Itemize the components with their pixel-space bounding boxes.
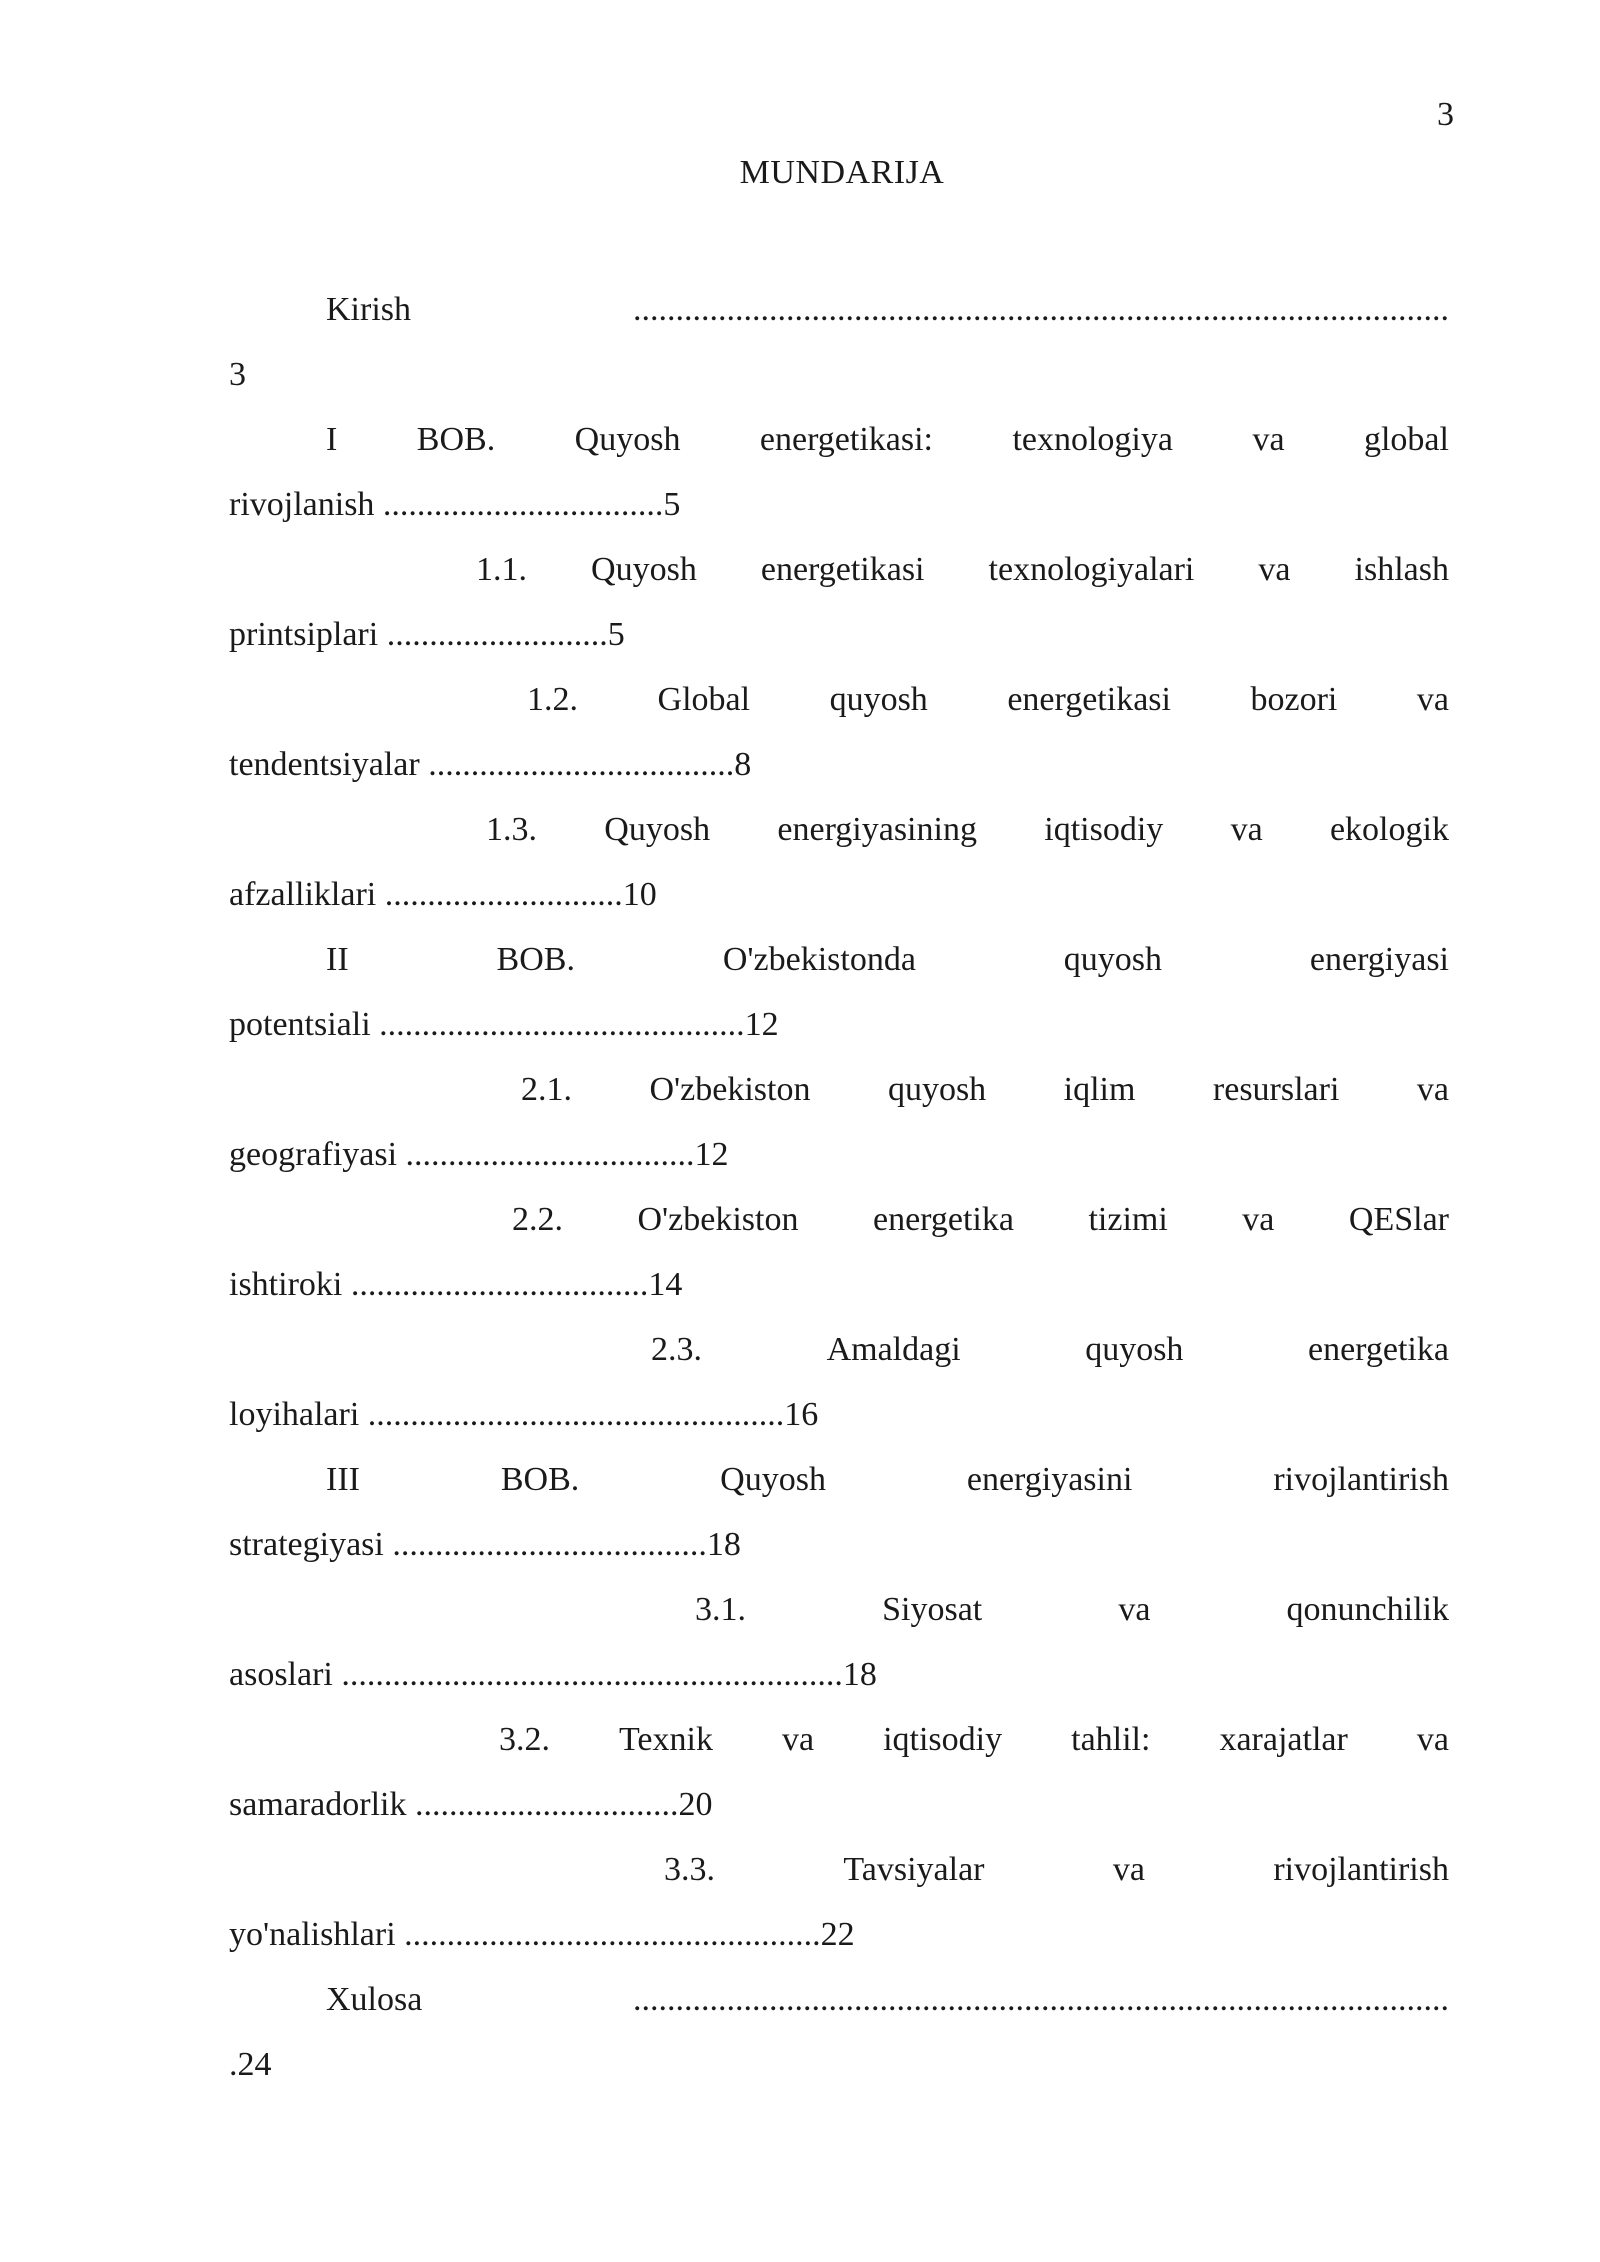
toc-word: quyosh	[829, 681, 928, 718]
toc-word: va	[1416, 1721, 1449, 1758]
toc-word: energetikasi	[1007, 681, 1171, 718]
toc-entry-heading-line	[229, 550, 1449, 615]
toc-entry	[229, 1330, 1449, 1460]
toc-entry-heading-line	[229, 1200, 1449, 1265]
toc-entry-page-line: printsiplari ..........................5	[229, 616, 625, 653]
toc-entry-heading-line	[229, 290, 1449, 355]
toc-word: Global	[657, 681, 751, 718]
toc-word: BOB.	[496, 941, 575, 978]
toc-word: tahlil:	[1071, 1721, 1151, 1758]
toc-word: ................................................................................................	[633, 291, 1449, 328]
toc-word: quyosh	[1085, 1331, 1184, 1368]
toc-word: ................................................................................................	[633, 1981, 1449, 2018]
page-title: MUNDARIJA	[739, 154, 945, 191]
toc-word: texnologiyalari	[988, 551, 1195, 588]
toc-entry-page-line: strategiyasi .....................................18	[229, 1526, 741, 1563]
toc-entry	[229, 1980, 1449, 2110]
toc-word: Kirish	[326, 291, 411, 328]
toc-word: Texnik	[619, 1721, 713, 1758]
toc-entry-page-line: .24	[229, 2046, 272, 2083]
toc-word: ishlash	[1354, 551, 1449, 588]
toc-word: rivojlantirish	[1273, 1461, 1449, 1498]
toc-entry-page-line: ishtiroki ...................................14	[229, 1266, 683, 1303]
toc-word: va	[781, 1721, 815, 1758]
toc-word: Quyosh	[720, 1461, 826, 1498]
toc-entry	[229, 1200, 1449, 1330]
toc-word: va	[1230, 811, 1263, 848]
toc-word: resurslari	[1212, 1071, 1340, 1108]
toc-entry-page-line: rivojlanish .................................5	[229, 486, 681, 523]
toc-word: 1.1.	[476, 551, 527, 588]
toc-word: BOB.	[500, 1461, 580, 1498]
toc-entry-page-line: geografiyasi ..................................12	[229, 1136, 729, 1173]
toc-word: rivojlantirish	[1273, 1851, 1449, 1888]
toc-word: energetikasi	[760, 551, 925, 588]
toc-word: energiyasining	[777, 811, 977, 848]
toc-word: II	[326, 941, 349, 978]
toc-entry	[229, 810, 1449, 940]
toc-entry-page-line: yo'nalishlari .................................................22	[229, 1916, 855, 1953]
toc-word: texnologiya	[1012, 421, 1173, 458]
toc-entry	[229, 1850, 1449, 1980]
toc-entry-heading-line	[229, 1850, 1449, 1915]
toc-word: bozori	[1250, 681, 1338, 718]
toc-word: va	[1252, 421, 1285, 458]
toc-word: energiyasini	[966, 1461, 1133, 1498]
toc-word: quyosh	[1063, 941, 1163, 978]
page-number: 3	[1437, 96, 1454, 133]
toc-word: Quyosh	[604, 811, 711, 848]
toc-entry-heading-line	[229, 810, 1449, 875]
toc-entry	[229, 940, 1449, 1070]
toc-word: I	[326, 421, 338, 458]
toc-word: ekologik	[1329, 811, 1449, 848]
toc-entry-heading-line	[229, 420, 1449, 485]
toc-word: III	[326, 1461, 360, 1498]
toc-entry	[229, 1590, 1449, 1720]
toc-word: Quyosh	[574, 421, 681, 458]
toc-word: iqlim	[1063, 1071, 1136, 1108]
toc-entry	[229, 290, 1449, 420]
toc-word: Tavsiyalar	[843, 1851, 985, 1888]
toc-entry	[229, 550, 1449, 680]
toc-entry	[229, 1070, 1449, 1200]
toc-word: xarajatlar	[1219, 1721, 1348, 1758]
toc-word: O'zbekiston	[649, 1071, 811, 1108]
toc-word: 2.3.	[651, 1331, 702, 1368]
toc-word: 2.1.	[521, 1071, 572, 1108]
toc-word: energiyasi	[1309, 941, 1449, 978]
toc-word: va	[1118, 1591, 1151, 1628]
toc-word: va	[1242, 1201, 1275, 1238]
toc-word: va	[1258, 551, 1291, 588]
toc-word: iqtisodiy	[883, 1721, 1003, 1758]
toc-entry-page-line: potentsiali ...........................................12	[229, 1006, 779, 1043]
toc-word: 2.2.	[512, 1201, 563, 1238]
toc-entry	[229, 1460, 1449, 1590]
toc-word: Xulosa	[326, 1981, 423, 2018]
toc-word: va	[1112, 1851, 1145, 1888]
toc-entry-page-line: samaradorlik ...............................20	[229, 1786, 713, 1823]
toc-entry-heading-line	[229, 680, 1449, 745]
toc-entry	[229, 1720, 1449, 1850]
toc-word: global	[1363, 421, 1449, 458]
toc-entry-heading-line	[229, 1070, 1449, 1135]
toc-entry-heading-line	[229, 1460, 1449, 1525]
toc-word: Siyosat	[882, 1591, 983, 1628]
toc-word: O'zbekiston	[637, 1201, 799, 1238]
table-of-contents	[229, 290, 1449, 2110]
toc-entry-page-line: 3	[229, 356, 246, 393]
toc-entry-page-line: asoslari ...........................................................18	[229, 1656, 877, 1693]
toc-entry	[229, 680, 1449, 810]
toc-word: va	[1416, 1071, 1449, 1108]
toc-entry	[229, 420, 1449, 550]
toc-word: energetika	[873, 1201, 1014, 1238]
toc-word: 1.3.	[486, 811, 537, 848]
toc-word: va	[1416, 681, 1449, 718]
toc-entry-heading-line	[229, 1590, 1449, 1655]
toc-word: qonunchilik	[1286, 1591, 1449, 1628]
toc-word: 1.2.	[527, 681, 578, 718]
toc-word: Amaldagi	[826, 1331, 961, 1368]
toc-entry-page-line: tendentsiyalar ....................................8	[229, 746, 752, 783]
toc-word: BOB.	[416, 421, 496, 458]
toc-word: iqtisodiy	[1044, 811, 1164, 848]
toc-word: 3.1.	[695, 1591, 746, 1628]
toc-word: 3.2.	[499, 1721, 550, 1758]
toc-word: energetikasi:	[759, 421, 933, 458]
toc-entry-heading-line	[229, 940, 1449, 1005]
toc-word: energetika	[1308, 1331, 1449, 1368]
toc-word: tizimi	[1088, 1201, 1168, 1238]
toc-word: QESlar	[1348, 1201, 1449, 1238]
toc-word: 3.3.	[664, 1851, 715, 1888]
toc-word: quyosh	[887, 1071, 987, 1108]
toc-entry-heading-line	[229, 1330, 1449, 1395]
toc-entry-heading-line	[229, 1720, 1449, 1785]
toc-entry-page-line: afzalliklari ............................10	[229, 876, 657, 913]
toc-word: O'zbekistonda	[722, 941, 916, 978]
toc-entry-page-line: loyihalari .................................................16	[229, 1396, 819, 1433]
toc-entry-heading-line	[229, 1980, 1449, 2045]
toc-word: Quyosh	[591, 551, 697, 588]
